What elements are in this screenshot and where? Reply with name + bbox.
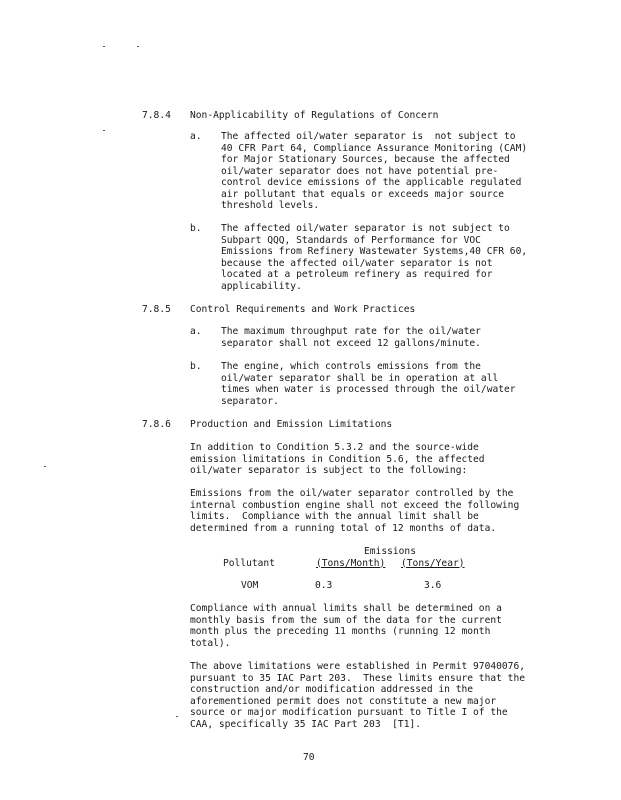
item-line: control device emissions of the applicable regulated [221, 177, 522, 188]
item-line: 40 CFR Part 64, Compliance Assurance Monitoring (CAM) [221, 142, 528, 154]
paragraph-line: total). [190, 637, 231, 649]
item-line: oil/water separator shall be in operation at all [221, 372, 499, 384]
item-line: The affected oil/water separator is not subject to [221, 131, 516, 142]
paragraph-line: In addition to Condition 5.3.2 and the source-wide [190, 442, 479, 453]
section-number: 7.8.5 [142, 304, 171, 315]
paragraph-line: determined from a running total of 12 months of data. [190, 522, 497, 534]
table-cell-pollutant: VOM [241, 580, 259, 591]
section-number: 7.8.6 [142, 419, 171, 430]
paragraph-line: source or major modification pursuant to Title I of the [190, 707, 508, 718]
paragraph-line: limits. Compliance with the annual limit shall be [190, 511, 479, 522]
table-cell-month: 0.3 [315, 580, 333, 591]
item-line: separator shall not exceed 12 gallons/minute. [221, 337, 481, 349]
table-group-header: Emissions [364, 546, 416, 557]
table-cell-year: 3.6 [424, 580, 442, 591]
item-line: located at a petroleum refinery as required for [221, 269, 493, 280]
item-letter: b. [190, 223, 202, 234]
item-letter: a. [190, 131, 202, 142]
table-col-pollutant: Pollutant [223, 557, 275, 569]
scan-speck [137, 46, 139, 47]
section-heading: Control Requirements and Work Practices [190, 304, 416, 315]
item-line: for Major Stationary Sources, because the affected [221, 154, 510, 165]
paragraph-line: pursuant to 35 IAC Part 203. These limits ensure that the [190, 672, 526, 684]
item-line: The affected oil/water separator is not subject to [221, 223, 510, 234]
item-letter: a. [190, 326, 202, 337]
item-line: Emissions from Refinery Wastewater Systems,40 CFR 60, [221, 246, 528, 257]
item-line: times when water is processed through the oil/water [221, 384, 516, 395]
section-heading: Production and Emission Limitations [190, 419, 393, 430]
section-number: 7.8.4 [142, 110, 171, 121]
scan-speck [44, 466, 46, 467]
item-line: because the affected oil/water separator is not [221, 257, 493, 269]
scan-speck [103, 130, 105, 131]
paragraph-line: The above limitations were established in Permit 97040076, [190, 661, 526, 672]
paragraph-line: emission limitations in Condition 5.6, the affected [190, 453, 485, 465]
item-letter: b. [190, 361, 202, 372]
item-line: The engine, which controls emissions from the [221, 361, 481, 372]
scan-speck [176, 716, 178, 717]
paragraph-line: Compliance with annual limits shall be determined on a [190, 603, 502, 614]
paragraph-line: construction and/or modification addressed in the [190, 684, 474, 695]
item-line: oil/water separator does not have potential pre- [221, 165, 499, 177]
paragraph-line: monthly basis from the sum of the data for the current [190, 614, 502, 626]
scan-speck [103, 46, 105, 47]
item-line: applicability. [221, 280, 302, 292]
table-col-year: (Tons/Year) [401, 557, 465, 569]
item-line: air pollutant that equals or exceeds major source [221, 188, 505, 200]
page-number: 70 [303, 752, 315, 763]
item-line: Subpart QQQ, Standards of Performance for VOC [221, 234, 481, 246]
paragraph-line: aforementioned permit does not constitute a new major [190, 695, 497, 707]
item-line: The maximum throughput rate for the oil/water [221, 326, 481, 337]
paragraph-line: month plus the preceding 11 months (running 12 month [190, 626, 491, 637]
item-line: separator. [221, 395, 279, 407]
section-heading: Non-Applicability of Regulations of Concern [190, 110, 439, 121]
item-line: threshold levels. [221, 200, 320, 211]
paragraph-line: Emissions from the oil/water separator controlled by the [190, 488, 514, 499]
paragraph-line: oil/water separator is subject to the following: [190, 465, 468, 476]
paragraph-line: internal combustion engine shall not exceed the following [190, 499, 520, 511]
table-col-month: (Tons/Month) [316, 557, 386, 569]
paragraph-line: CAA, specifically 35 IAC Part 203 [T1]. [190, 718, 422, 730]
